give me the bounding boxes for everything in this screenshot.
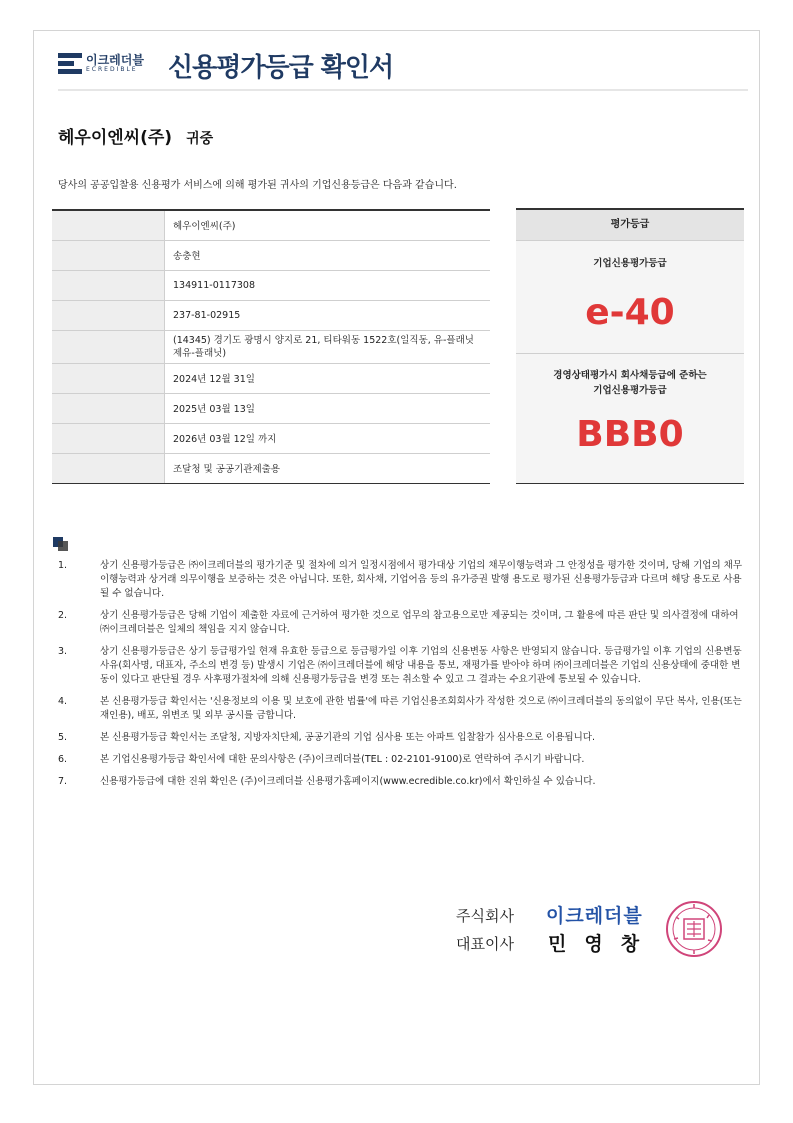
- intro-text: 당사의 공공입찰용 신용평가 서비스에 의해 평가된 귀사의 기업신용등급은 다음과 같습니다.: [58, 180, 457, 191]
- primary-grade-value: [516, 292, 744, 333]
- note-text: 상기 신용평가등급은 상기 등급평가일 현재 유효한 등급으로 등급평가일 이후 기업의 신용변동 사항은 반영되지 않습니다. 등급평가일 이후 기업의 신용변동 사유(회사명, 대표자, 주소의 변경 등) 발생시 기업은 ㈜이크레더블에 해당 내용을 통보, 재평가를 받아야 하며 ㈜이크레더블은 기업의 신용상태에 중대한 변동이 있다고 판단될 경우 사후평가절차에 의해 신용평가등급을 변경 또는 취소할 수 있고 그 결과는 수요기관에 통보될 수 있습니다.: [100, 646, 742, 685]
- note-number: 2.: [58, 610, 68, 621]
- primary-grade-section: [516, 256, 744, 271]
- grade-header: 평가등급: [516, 210, 744, 241]
- row-value: 134911-0117308: [165, 270, 491, 300]
- row-label: [52, 240, 165, 270]
- row-value: 헤우이엔씨(주): [165, 210, 491, 240]
- note-number: 3.: [58, 646, 68, 657]
- note-number: 6.: [58, 754, 68, 765]
- primary-grade: e-4: [585, 292, 650, 333]
- secondary-outlook: 0: [658, 414, 684, 455]
- note-text: 상기 신용평가등급은 ㈜이크레더블의 평가기준 및 절차에 의거 일정시점에서 평가대상 기업의 채무이행능력과 그 안정성을 평가한 것이며, 당해 기업의 채무이행능력과 상거래 의무이행을 보증하는 것은 아닙니다. 또한, 회사채, 기업어음 등의 유가증권 발행 용도로 평가된 신용평가등급과 다르며 해당 용도로 사용될 수 없습니다.: [100, 560, 743, 599]
- list-item: [58, 775, 748, 789]
- secondary-grade-label-2: 기업신용평가등급: [593, 385, 667, 396]
- company-name: 이크레더블: [546, 905, 643, 927]
- list-item: [58, 695, 748, 723]
- note-number: 5.: [58, 732, 68, 743]
- table-row: [52, 453, 490, 483]
- notes-list: [58, 559, 748, 797]
- primary-outlook: 0: [649, 292, 675, 333]
- recipient-name: 헤우이엔씨(주): [58, 128, 173, 148]
- issuer-signature: [456, 899, 756, 969]
- list-item: [58, 559, 748, 601]
- note-text: 본 신용평가등급 확인서는 조달청, 지방자치단체, 공공기관의 기업 심사용 또는 아파트 입찰참가 심사용으로 이용됩니다.: [100, 732, 595, 743]
- row-value: 2025년 03월 13일: [165, 393, 491, 423]
- list-item: [58, 731, 748, 745]
- logo-text: 이크레더블: [86, 53, 144, 67]
- recipient-suffix: 귀중: [186, 131, 214, 147]
- row-value: 송충현: [165, 240, 491, 270]
- table-row: [52, 210, 490, 240]
- row-label: [52, 270, 165, 300]
- secondary-grade: BBB: [576, 414, 659, 455]
- bullet-squares-icon: [53, 537, 69, 551]
- row-label: [52, 393, 165, 423]
- document-header: [58, 45, 748, 91]
- secondary-grade-label-1: 경영상태평가시 회사채등급에 준하는: [553, 370, 707, 381]
- table-row: [52, 300, 490, 330]
- note-number: 4.: [58, 696, 68, 707]
- secondary-grade-value: [516, 414, 744, 455]
- logo-subtext: ECREDIBLE: [86, 66, 138, 73]
- row-label: [52, 330, 165, 363]
- note-text: 본 기업신용평가등급 확인서에 대한 문의사항은 (주)이크레더블(TEL : 02-2101-9100)로 연락하여 주시기 바랍니다.: [100, 754, 585, 765]
- note-text: 본 신용평가등급 확인서는 '신용정보의 이용 및 보호에 관한 법률'에 따른 기업신용조회회사가 작성한 것으로 ㈜이크레더블의 동의없이 무단 복사, 인용(또는 재인용), 배포, 위변조 및 외부 공시를 금합니다.: [100, 696, 742, 721]
- row-value: (14345) 경기도 광명시 양지로 21, 티타워동 1522호(일직동, 유-플래닛 제유-플래닛): [165, 330, 491, 363]
- ecredible-logo: [58, 51, 148, 81]
- grade-box: [516, 208, 744, 484]
- ceo-label: 대표이사: [456, 935, 514, 953]
- ceo-name: 민영창: [548, 933, 658, 955]
- row-label: [52, 453, 165, 483]
- list-item: [58, 753, 748, 767]
- document-title: 신용평가등급 확인서: [168, 53, 394, 83]
- table-row: [52, 393, 490, 423]
- row-label: [52, 300, 165, 330]
- company-label: 주식회사: [456, 907, 514, 925]
- grade-divider: [516, 353, 744, 354]
- row-label: [52, 423, 165, 453]
- company-info-table: [52, 209, 490, 484]
- note-text: 상기 신용평가등급은 당해 기업이 제출한 자료에 근거하여 평가한 것으로 업무의 참고용으로만 제공되는 것이며, 그 활용에 따른 판단 및 의사결정에 대하여 ㈜이크레더블은 일체의 책임을 지지 않습니다.: [100, 610, 739, 635]
- row-label: [52, 210, 165, 240]
- table-row: [52, 270, 490, 300]
- table-row: [52, 363, 490, 393]
- ecredible-logo-icon: [58, 53, 82, 75]
- note-number: 7.: [58, 776, 68, 787]
- list-item: [58, 645, 748, 687]
- row-value: 조달청 및 공공기관제출용: [165, 453, 491, 483]
- row-label: [52, 363, 165, 393]
- row-value: 2026년 03월 12일 까지: [165, 423, 491, 453]
- primary-grade-label: 기업신용평가등급: [593, 258, 667, 269]
- note-text: 신용평가등급에 대한 진위 확인은 (주)이크레더블 신용평가홈페이지(www.ecredible.co.kr)에서 확인하실 수 있습니다.: [100, 776, 596, 787]
- table-row: [52, 423, 490, 453]
- list-item: [58, 609, 748, 637]
- row-value: 237-81-02915: [165, 300, 491, 330]
- table-row: [52, 240, 490, 270]
- recipient: [58, 123, 213, 148]
- row-value: 2024년 12월 31일: [165, 363, 491, 393]
- company-seal-icon: [664, 899, 724, 959]
- certificate-page: [33, 30, 760, 1085]
- note-number: 1.: [58, 560, 68, 571]
- table-row: [52, 330, 490, 363]
- secondary-grade-section: [516, 368, 744, 398]
